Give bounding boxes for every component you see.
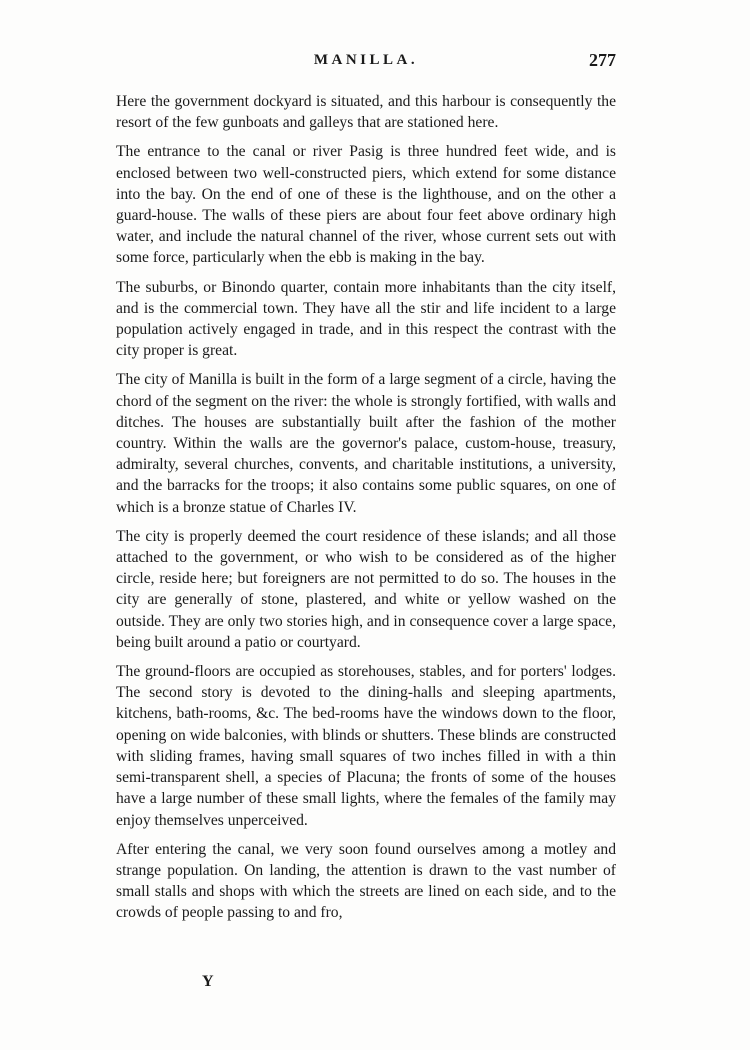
body-text — [116, 91, 616, 932]
paragraph-city-layout: The city of Manilla is built in the form of a large segment of a circle, having the chord of the segment on the river: the whole is strongly fortified, with walls and ditches. The houses are substantially built after the fashion of the mother country. Within the walls are the governor's palace, custom-house, treasury, admiralty, several churches, convents, and charitable institutions, a university, and the barracks for the troops; it also contains some public squares, on one of which is a bronze statue of Charles IV. — [116, 371, 616, 516]
paragraph-canal-entrance: The entrance to the canal or river Pasig is three hundred feet wide, and is enclosed between two well-constructed piers, which extend for some distance into the bay. On the end of one of these is the lighthouse, and on the other a guard-house. The walls of these piers are about four feet above ordinary high water, and include the natural channel of the river, whose current sets out with some force, particularly when the ebb is making in the bay. — [116, 143, 616, 267]
paragraph-court-residence: The city is properly deemed the court residence of these islands; and all those attached to the government, or who wish to be considered as of the higher circle, reside here; but foreigners are not permitted to do so. The houses in the city are generally of stone, plastered, and white or yellow washed on the outside. They are only two stories high, and in consequence cover a large space, being built around a patio or courtyard. — [116, 527, 616, 651]
running-title: MANILLA. — [313, 52, 419, 68]
page-number: 277 — [589, 50, 616, 70]
signature-mark: Y — [202, 973, 214, 990]
paragraph-ground-floors: The ground-floors are occupied as storehouses, stables, and for porters' lodges. The second story is devoted to the dining-halls and sleeping apartments, kitchens, bath-rooms, &c. The bed-rooms have the windows down to the floor, opening on wide balconies, with blinds or shutters. These blinds are constructed with sliding frames, having small squares of two inches filled in with a thin semi-transparent shell, a species of Placuna; the fronts of some of the houses have a large number of these small lights, where the females of the family may enjoy themselves unperceived. — [116, 663, 616, 829]
running-head — [116, 50, 616, 74]
paragraph-after-entering: After entering the canal, we very soon found ourselves among a motley and strange population. On landing, the attention is drawn to the vast number of small stalls and shops with which the streets are lined on each side, and to the crowds of people passing to and fro, — [116, 840, 616, 922]
paragraph-continuation: Here the government dockyard is situated, and this harbour is consequently the resort of the few gunboats and galleys that are stationed here. — [116, 93, 616, 132]
paragraph-suburbs: The suburbs, or Binondo quarter, contain more inhabitants than the city itself, and is the commercial town. They have all the stir and life incident to a large population actively engaged in trade, and in this respect the contrast with the city proper is great. — [116, 278, 616, 360]
